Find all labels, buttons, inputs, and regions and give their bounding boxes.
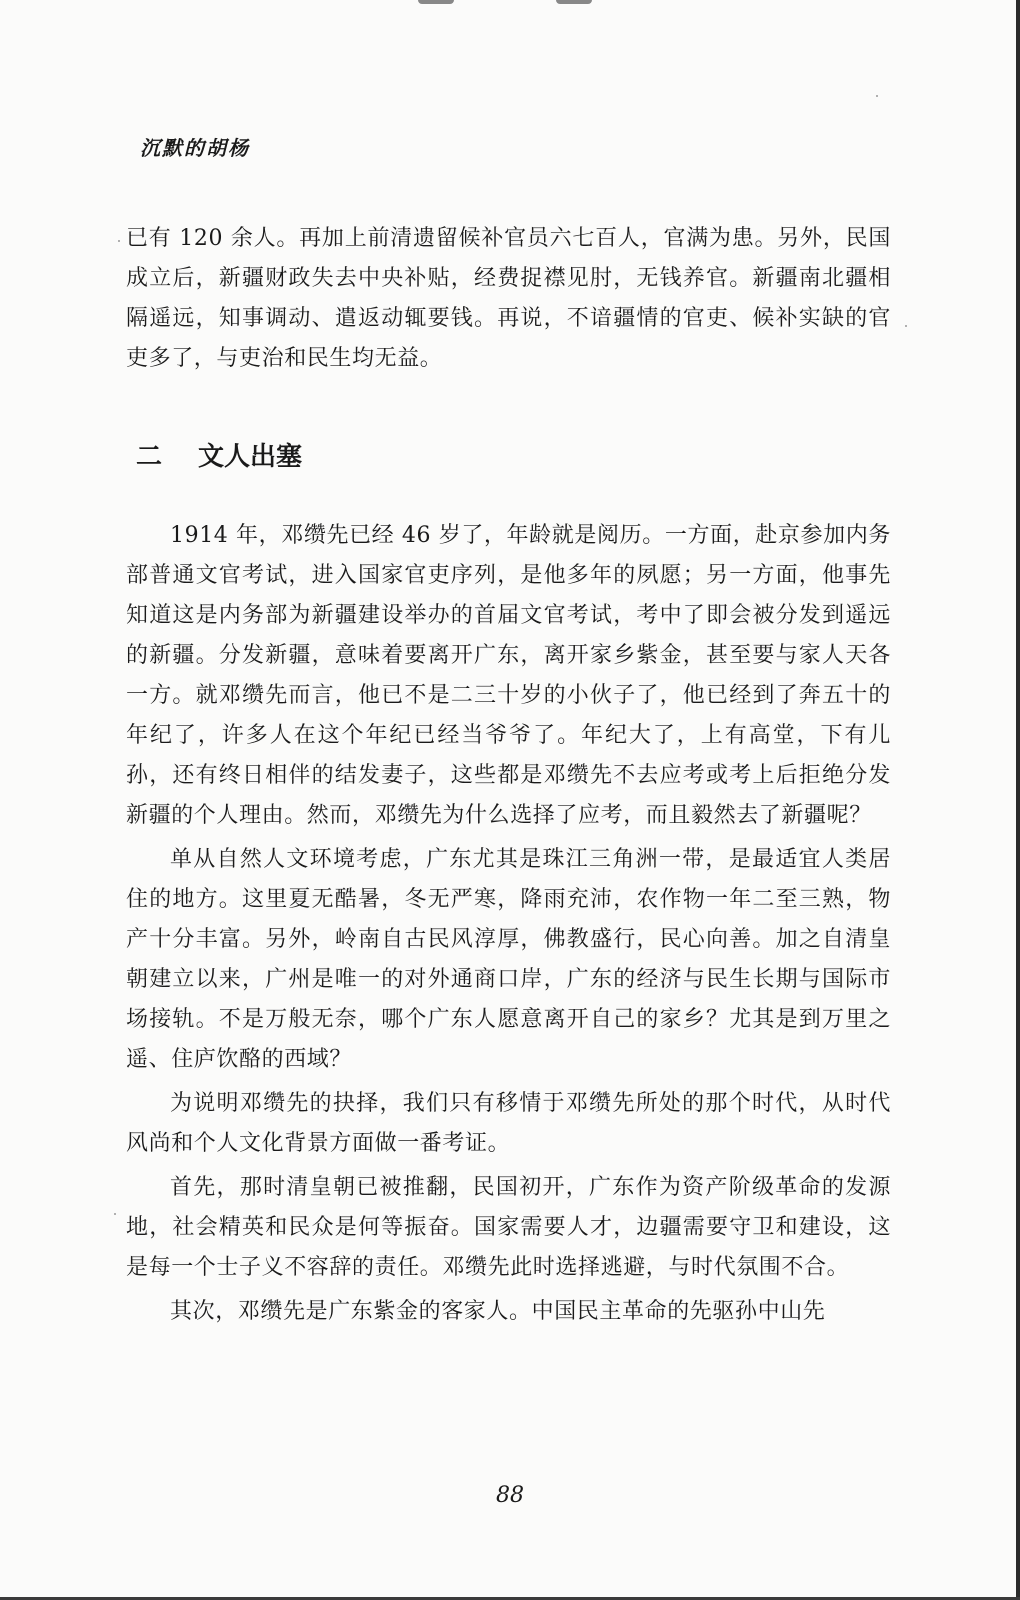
scan-speck	[114, 1213, 116, 1215]
paragraph: 已有 120 余人。再加上前清遗留候补官员六七百人，官满为患。另外，民国成立后，新疆财政失去中央补贴，经费捉襟见肘，无钱养官。新疆南北疆相隔遥远，知事调动、遣返动辄要钱。再说，不谙疆情的官吏、候补实缺的官吏多了，与吏治和民生均无益。	[126, 226, 891, 371]
intro-text	[126, 219, 891, 379]
scan-artifact	[556, 0, 592, 4]
scan-speck	[905, 325, 907, 327]
paragraph: 1914 年，邓缵先已经 46 岁了，年龄就是阅历。一方面，赴京参加内务部普通文官考试，进入国家官吏序列，是他多年的夙愿；另一方面，他事先知道这是内务部为新疆建设举办的首届文官考试，考中了即会被分发到遥远的新疆。分发新疆，意味着要离开广东，离开家乡紫金，甚至要与家人天各一方。就邓缵先而言，他已不是二三十岁的小伙子了，他已经到了奔五十的年纪了，许多人在这个年纪已经当爷爷了。年纪大了，上有高堂，下有儿孙，还有终日相伴的结发妻子，这些都是邓缵先不去应考或考上后拒绝分发新疆的个人理由。然而，邓缵先为什么选择了应考，而且毅然去了新疆呢？	[126, 523, 891, 828]
section-heading	[136, 436, 302, 473]
main-text	[126, 516, 891, 1332]
section-title: 文人出塞	[198, 442, 303, 472]
page-number: 88	[496, 1483, 524, 1508]
paragraph: 首先，那时清皇朝已被推翻，民国初开，广东作为资产阶级革命的发源地，社会精英和民众是何等振奋。国家需要人才，边疆需要守卫和建设，这是每一个士子义不容辞的责任。邓缵先此时选择逃避，与时代氛围不合。	[126, 1175, 891, 1280]
scan-speck	[118, 240, 120, 242]
paragraph: 单从自然人文环境考虑，广东尤其是珠江三角洲一带，是最适宜人类居住的地方。这里夏无酷暑，冬无严寒，降雨充沛，农作物一年二至三熟，物产十分丰富。另外，岭南自古民风淳厚，佛教盛行，民心向善。加之自清皇朝建立以来，广州是唯一的对外通商口岸，广东的经济与民生长期与国际市场接轨。不是万般无奈，哪个广东人愿意离开自己的家乡？尤其是到万里之遥、住庐饮酪的西域？	[126, 847, 891, 1072]
section-number: 二	[136, 442, 163, 472]
scan-artifact	[418, 0, 454, 4]
running-head: 沉默的胡杨	[140, 136, 250, 160]
scan-edge	[1016, 0, 1020, 1600]
paragraph: 为说明邓缵先的抉择，我们只有移情于邓缵先所处的那个时代，从时代风尚和个人文化背景方面做一番考证。	[126, 1091, 891, 1156]
paragraph: 其次，邓缵先是广东紫金的客家人。中国民主革命的先驱孙中山先	[170, 1299, 826, 1324]
scan-speck	[876, 95, 878, 97]
